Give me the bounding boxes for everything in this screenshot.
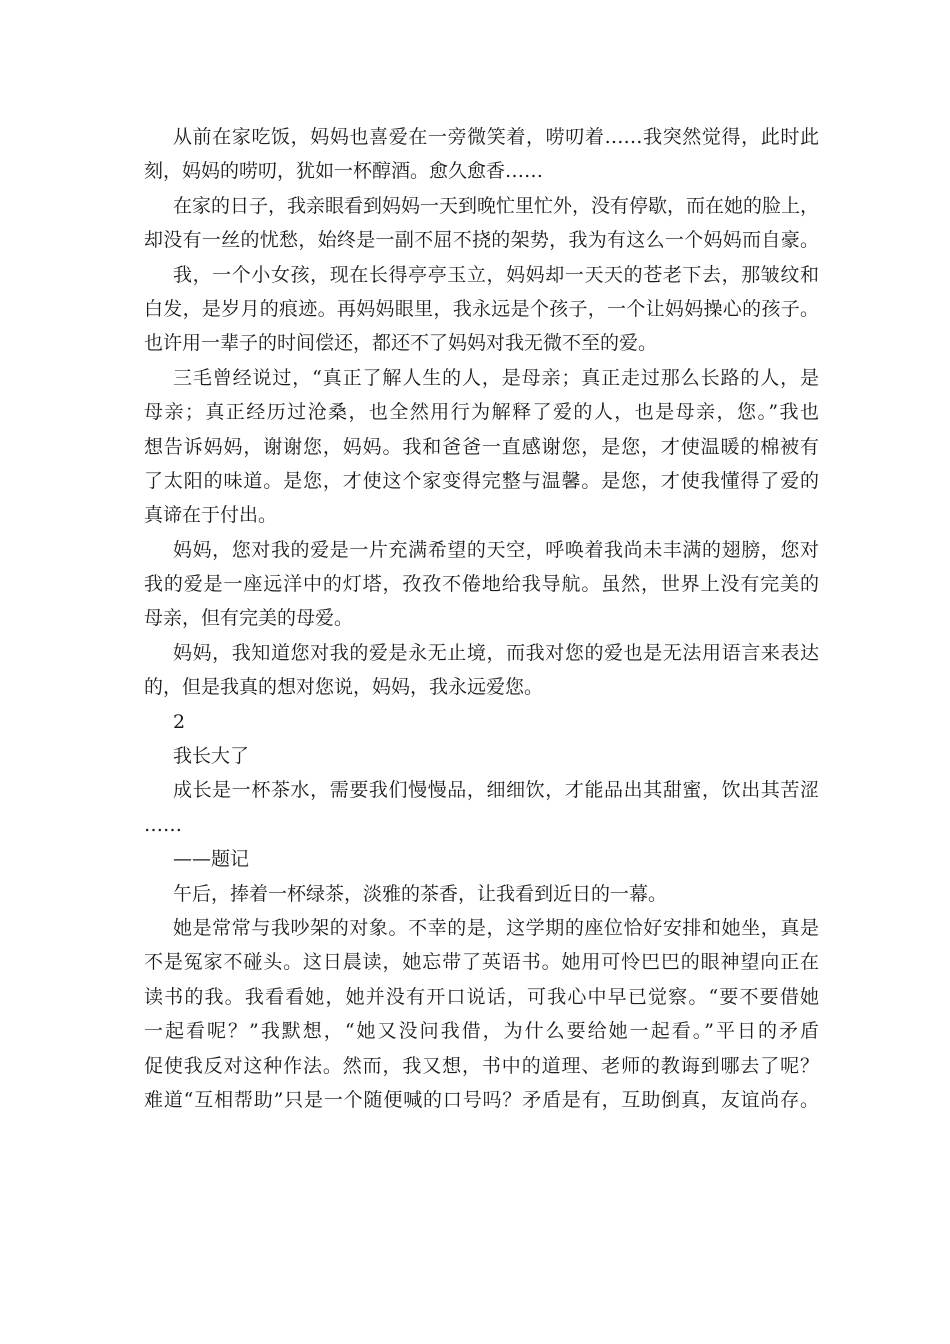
text-line: 白发，是岁月的痕迹。再妈妈眼里，我永远是个孩子，一个让妈妈操心的孩子。 bbox=[144, 297, 819, 320]
text-line: …… bbox=[144, 813, 182, 836]
document-body bbox=[144, 120, 819, 1117]
text-line: 她是常常与我吵架的对象。不幸的是，这学期的座位恰好安排和她坐，真是 bbox=[173, 916, 819, 939]
text-line: 从前在家吃饭，妈妈也喜爱在一旁微笑着，唠叨着……我突然觉得，此时此 bbox=[173, 126, 819, 148]
text-line: 妈妈，您对我的爱是一片充满希望的天空，呼唤着我尚未丰满的翅膀，您对 bbox=[173, 538, 819, 561]
text-line: 我的爱是一座远洋中的灯塔，孜孜不倦地给我导航。虽然，世界上没有完美的 bbox=[144, 573, 819, 596]
text-line: 也许用一辈子的时间偿还，都还不了妈妈对我无微不至的爱。 bbox=[144, 332, 658, 355]
text-line: 在家的日子，我亲眼看到妈妈一天到晚忙里忙外，没有停歇，而在她的脸上， bbox=[173, 194, 820, 217]
text-line: 母亲；真正经历过沧桑，也全然用行为解释了爱的人，也是母亲，您。”我也 bbox=[144, 401, 819, 424]
text-line: 我，一个小女孩，现在长得亭亭玉立，妈妈却一天天的苍老下去，那皱纹和 bbox=[173, 263, 819, 286]
text-line: ——题记 bbox=[173, 848, 250, 871]
text-line: 真谛在于付出。 bbox=[144, 504, 278, 527]
text-line: 不是冤家不碰头。这日晨读，她忘带了英语书。她用可怜巴巴的眼神望向正在 bbox=[144, 951, 819, 974]
text-line: 读书的我。我看看她，她并没有开口说话，可我心中早已觉察。“要不要借她 bbox=[144, 985, 819, 1008]
text-line: 促使我反对这种作法。然而，我又想，书中的道理、老师的教诲到哪去了呢？ bbox=[144, 1054, 819, 1077]
text-line: 却没有一丝的忧愁，始终是一副不屈不挠的架势，我为有这么一个妈妈而自豪。 bbox=[144, 229, 819, 252]
text-line: 的，但是我真的想对您说，妈妈，我永远爱您。 bbox=[144, 676, 544, 699]
text-line: 三毛曾经说过，“真正了解人生的人，是母亲；真正走过那么长路的人，是 bbox=[173, 366, 819, 389]
text-line: 母亲，但有完美的母爱。 bbox=[144, 607, 354, 630]
text-line: 妈妈，我知道您对我的爱是永无止境，而我对您的爱也是无法用语言来表达 bbox=[173, 641, 819, 664]
text-line: 成长是一杯茶水，需要我们慢慢品，细细饮，才能品出其甜蜜，饮出其苦涩 bbox=[173, 779, 819, 802]
text-line: 刻，妈妈的唠叨，犹如一杯醇酒。愈久愈香…… bbox=[144, 160, 544, 183]
text-line: 2 bbox=[173, 710, 186, 733]
text-line: 想告诉妈妈，谢谢您，妈妈。我和爸爸一直感谢您，是您，才使温暖的棉被有 bbox=[144, 435, 819, 458]
text-line: 我长大了 bbox=[173, 745, 250, 768]
text-line: 午后，捧着一杯绿茶，淡雅的茶香，让我看到近日的一幕。 bbox=[173, 882, 668, 905]
text-line: 难道“互相帮助”只是一个随便喊的口号吗？矛盾是有，互助倒真，友谊尚存。 bbox=[144, 1088, 819, 1111]
text-line: 了太阳的味道。是您，才使这个家变得完整与温馨。是您，才使我懂得了爱的 bbox=[144, 469, 819, 492]
text-line: 一起看呢？”我默想，“她又没问我借，为什么要给她一起看。”平日的矛盾 bbox=[144, 1020, 819, 1043]
